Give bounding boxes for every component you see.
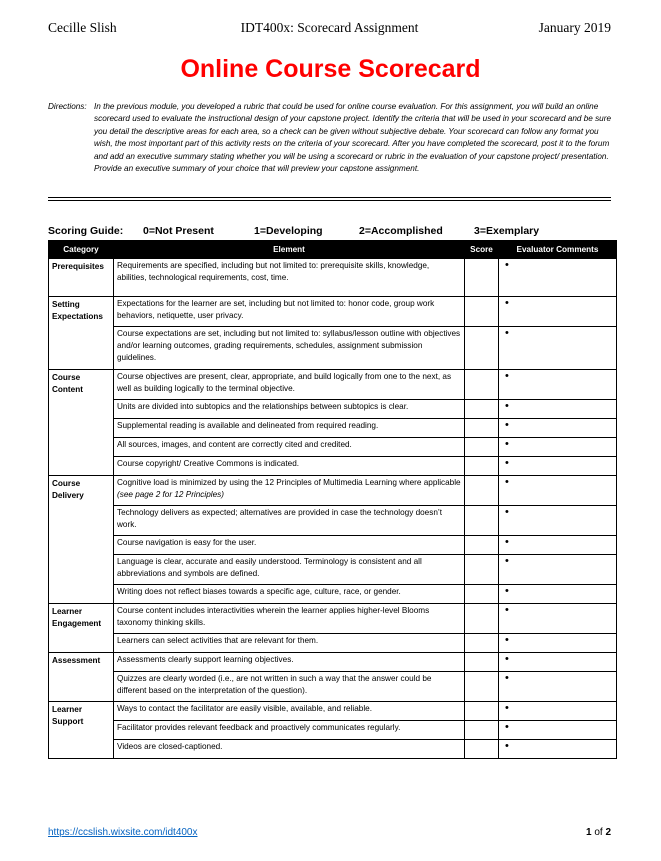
- element-text: Supplemental reading is available and delineated from required reading.: [117, 421, 379, 430]
- category-cell: Course Content: [49, 370, 114, 476]
- table-row: [49, 400, 617, 419]
- category-cell: Setting Expectations: [49, 297, 114, 370]
- table-header-row: [49, 241, 617, 259]
- table-row: [49, 259, 617, 297]
- comment-cell[interactable]: [499, 721, 617, 740]
- element-cell: [114, 370, 465, 400]
- comment-cell[interactable]: [499, 653, 617, 672]
- score-cell[interactable]: [465, 634, 499, 653]
- table-row: [49, 476, 617, 506]
- scoring-level: 3=Exemplary: [474, 225, 540, 237]
- score-cell[interactable]: [465, 438, 499, 457]
- table-row: [49, 672, 617, 702]
- element-cell: [114, 536, 465, 555]
- score-cell[interactable]: [465, 702, 499, 721]
- comment-cell[interactable]: [499, 297, 617, 327]
- element-cell: [114, 259, 465, 297]
- bullet-icon: [505, 556, 511, 562]
- bullet-icon: [505, 371, 511, 377]
- page-title: Online Course Scorecard: [180, 55, 481, 83]
- comment-cell[interactable]: [499, 327, 617, 370]
- score-cell[interactable]: [465, 721, 499, 740]
- column-header-element: Element: [114, 241, 465, 259]
- element-text: Course objectives are present, clear, appropriate, and build logically from one to the next, as well as building logically to the terminal objective.: [117, 372, 452, 393]
- bullet-icon: [505, 722, 511, 728]
- comment-cell[interactable]: [499, 585, 617, 604]
- element-cell: [114, 721, 465, 740]
- element-text: Course expectations are set, including but not limited to: syllabus/lesson outline with objectives and/or learning outcomes, grading requirements, schedules, assignment submission guidelines.: [117, 329, 461, 362]
- element-cell: [114, 555, 465, 585]
- comment-cell[interactable]: [499, 672, 617, 702]
- table-row: [49, 555, 617, 585]
- comment-cell[interactable]: [499, 555, 617, 585]
- directions: [48, 101, 614, 175]
- element-cell: [114, 653, 465, 672]
- element-text: Course navigation is easy for the user.: [117, 538, 257, 547]
- element-text: Quizzes are clearly worded (i.e., are not written in such a way that the answer could be different based on the interpretation of the question).: [117, 674, 432, 695]
- element-cell: [114, 457, 465, 476]
- element-cell: [114, 702, 465, 721]
- table-row: [49, 585, 617, 604]
- element-cell: [114, 672, 465, 702]
- score-cell[interactable]: [465, 457, 499, 476]
- element-cell: [114, 438, 465, 457]
- element-text: Units are divided into subtopics and the relationships between subtopics is clear.: [117, 402, 409, 411]
- table-row: [49, 419, 617, 438]
- comment-cell[interactable]: [499, 740, 617, 759]
- scorecard-table: [48, 240, 617, 759]
- bullet-icon: [505, 260, 511, 266]
- column-header-score: Score: [465, 241, 499, 259]
- category-cell: Prerequisites: [49, 259, 114, 297]
- double-divider: [48, 197, 611, 201]
- table-row: [49, 297, 617, 327]
- comment-cell[interactable]: [499, 419, 617, 438]
- score-cell[interactable]: [465, 476, 499, 506]
- page-of: of: [594, 827, 603, 838]
- course-name: IDT400x: Scorecard Assignment: [240, 20, 419, 35]
- page-header: [48, 20, 611, 38]
- element-cell: [114, 327, 465, 370]
- bullet-icon: [505, 654, 511, 660]
- bullet-icon: [505, 507, 511, 513]
- score-cell[interactable]: [465, 604, 499, 634]
- scoring-level: 2=Accomplished: [359, 225, 443, 237]
- comment-cell[interactable]: [499, 604, 617, 634]
- score-cell[interactable]: [465, 297, 499, 327]
- score-cell[interactable]: [465, 555, 499, 585]
- table-row: [49, 634, 617, 653]
- element-cell: [114, 297, 465, 327]
- element-text: Videos are closed-captioned.: [117, 742, 223, 751]
- element-text: Cognitive load is minimized by using the 12 Principles of Multimedia Learning where applicable: [117, 478, 461, 487]
- bullet-icon: [505, 401, 511, 407]
- element-cell: [114, 506, 465, 536]
- page-current: 1: [585, 827, 592, 838]
- category-cell: Learner Engagement: [49, 604, 114, 653]
- bullet-icon: [505, 586, 511, 592]
- table-row: [49, 721, 617, 740]
- score-cell[interactable]: [465, 506, 499, 536]
- element-cell: [114, 634, 465, 653]
- element-text: All sources, images, and content are correctly cited and credited.: [117, 440, 352, 449]
- comment-cell[interactable]: [499, 457, 617, 476]
- table-row: [49, 457, 617, 476]
- bullet-icon: [505, 741, 511, 747]
- directions-label: Directions:: [48, 102, 87, 111]
- scoring-guide-label: Scoring Guide:: [48, 225, 124, 237]
- score-cell[interactable]: [465, 672, 499, 702]
- table-row: [49, 536, 617, 555]
- element-text: Facilitator provides relevant feedback and proactively communicates regularly.: [117, 723, 401, 732]
- category-cell: Assessment: [49, 653, 114, 702]
- footer-link[interactable]: https://ccslish.wixsite.com/idt400x: [48, 827, 198, 838]
- bullet-icon: [505, 458, 511, 464]
- element-text: Writing does not reflect biases towards a specific age, culture, race, or gender.: [117, 587, 401, 596]
- element-cell: [114, 419, 465, 438]
- column-header-comments: Evaluator Comments: [499, 241, 617, 259]
- bullet-icon: [505, 477, 511, 483]
- element-text: Learners can select activities that are relevant for them.: [117, 636, 319, 645]
- category-cell: Course Delivery: [49, 476, 114, 604]
- score-cell[interactable]: [465, 585, 499, 604]
- table-row: [49, 506, 617, 536]
- bullet-icon: [505, 537, 511, 543]
- comment-cell[interactable]: [499, 506, 617, 536]
- comment-cell[interactable]: [499, 476, 617, 506]
- bullet-icon: [505, 328, 511, 334]
- element-cell: [114, 476, 465, 506]
- table-row: [49, 370, 617, 400]
- comment-cell[interactable]: [499, 536, 617, 555]
- comment-cell[interactable]: [499, 370, 617, 400]
- score-cell[interactable]: [465, 653, 499, 672]
- element-text: Expectations for the learner are set, including but not limited to: honor code, group work behaviors, netiquette, user privacy.: [117, 299, 435, 320]
- comment-cell[interactable]: [499, 400, 617, 419]
- table-row: [49, 653, 617, 672]
- element-text: Course copyright/ Creative Commons is indicated.: [117, 459, 300, 468]
- author-name: Cecille Slish: [48, 20, 117, 35]
- score-cell[interactable]: [465, 370, 499, 400]
- bullet-icon: [505, 703, 511, 709]
- table-row: [49, 604, 617, 634]
- element-note: (see page 2 for 12 Principles): [117, 489, 224, 499]
- comment-cell[interactable]: [499, 702, 617, 721]
- table-row: [49, 438, 617, 457]
- bullet-icon: [505, 298, 511, 304]
- element-text: Technology delivers as expected; alternatives are provided in case the technology doesn’t work.: [117, 508, 442, 529]
- score-cell[interactable]: [465, 419, 499, 438]
- comment-cell[interactable]: [499, 438, 617, 457]
- header-date: January 2019: [538, 20, 611, 35]
- comment-cell[interactable]: [499, 634, 617, 653]
- table-row: [49, 702, 617, 721]
- element-text: Course content includes interactivities wherein the learner applies higher-level Blooms taxonomy thinking skills.: [117, 606, 430, 627]
- score-cell[interactable]: [465, 327, 499, 370]
- element-text: Ways to contact the facilitator are easily visible, available, and reliable.: [117, 704, 372, 713]
- score-cell[interactable]: [465, 740, 499, 759]
- score-cell[interactable]: [465, 400, 499, 419]
- element-cell: [114, 400, 465, 419]
- element-text: Assessments clearly support learning objectives.: [117, 655, 294, 664]
- element-text: Language is clear, accurate and easily understood. Terminology is consistent and all abbreviations and symbols are defined.: [117, 557, 422, 578]
- bullet-icon: [505, 420, 511, 426]
- table-row: [49, 740, 617, 759]
- table-row: [49, 327, 617, 370]
- category-cell: Learner Support: [49, 702, 114, 759]
- bullet-icon: [505, 439, 511, 445]
- page-total: 2: [605, 827, 611, 838]
- score-cell[interactable]: [465, 259, 499, 297]
- scoring-level: 1=Developing: [254, 225, 323, 237]
- element-cell: [114, 604, 465, 634]
- comment-cell[interactable]: [499, 259, 617, 297]
- table-body: [49, 259, 617, 759]
- bullet-icon: [505, 673, 511, 679]
- element-text: Requirements are specified, including but not limited to: prerequisite skills, knowledge, abilities, technological requirements, cost, time.: [117, 261, 430, 282]
- page-number: [586, 827, 611, 838]
- score-cell[interactable]: [465, 536, 499, 555]
- bullet-icon: [505, 635, 511, 641]
- column-header-category: Category: [49, 241, 114, 259]
- bullet-icon: [505, 605, 511, 611]
- scoring-level: 0=Not Present: [143, 225, 214, 237]
- element-cell: [114, 585, 465, 604]
- directions-text: In the previous module, you developed a rubric that could be used for online course evaluation. For this assignment, you will build an online scorecard used to evaluate the instructional design of your capstone project. Identify the criteria that will be used in your scorecard and be sure you detail the descriptive areas for each area, so a check can be given without subjective debate. Your scorecard can follow any format you wish, the most important part of this activity rests on the criteria of your scorecard. After you have completed the scorecard, post it to the forum and add an executive summary stating whether you will be using a scorecard or rubric in the evaluation of your capstone project/ presentation. Provide an executive summary of your choice that will preview your capstone assignment.: [94, 102, 612, 174]
- element-cell: [114, 740, 465, 759]
